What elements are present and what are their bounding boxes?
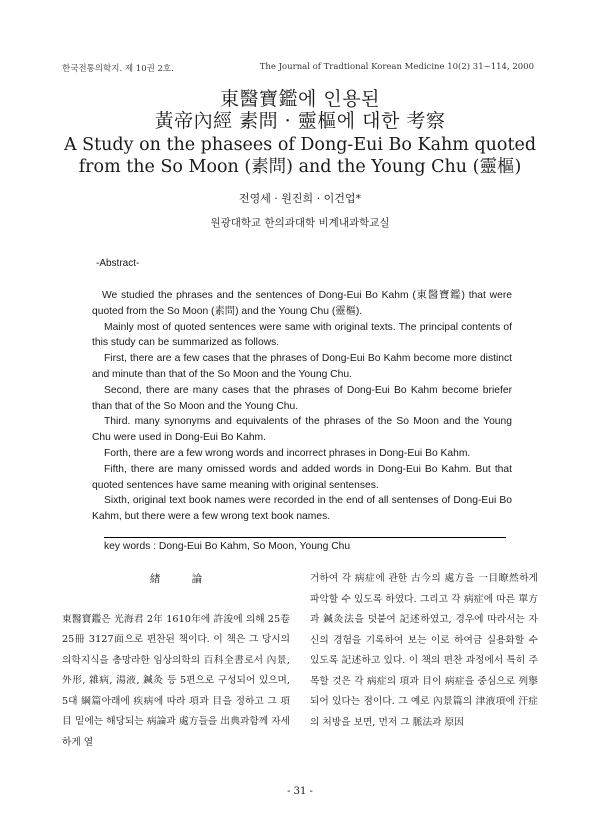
abstract-paragraph: Sixth, original text book names were recorded in the end of all sentenses of Dong-Eui Bo Kahm, but there were a few wrong text book names. xyxy=(92,495,512,523)
keywords: key words : Dong-Eui Bo Kahm, So Moon, Young Chu xyxy=(104,541,351,552)
abstract-paragraph: Fifth, there are many omissed words and added words in Dong-Eui Bo Kahm. But that quoted sentences have same meaning with original sentenses. xyxy=(92,463,512,491)
running-header-left: 한국전통의학지. 제 10권 2호. xyxy=(62,64,174,74)
title-block xyxy=(0,88,600,178)
body-text-left: 東醫寶鑑은 光海君 2年 1610年에 許浚에 의해 25卷 25冊 3127面으로 편찬된 책이다. 이 책은 그 당시의 의학지식을 총망라한 임상의학의 百科全書로서 內景, 外形, 雜病, 湯液, 鍼灸 등 5편으로 구성되어 있으며, 5대 綱篇아래에 疾病에 따라 項과 目을 정하고 그 項目 밑에는 해당되는 病論과 處方들을 出典과함께 자세하게 열 xyxy=(62,613,290,748)
abstract-paragraph: Second, there are many cases that the phrases of Dong-Eui Bo Kahm become briefer than that of the So Moon and the Young Chu. xyxy=(92,384,512,412)
running-header-right: The Journal of Tradtional Korean Medicine 10(2) 31~114, 2000 xyxy=(259,62,534,72)
body-column-right xyxy=(310,569,538,733)
abstract-paragraph: Forth, there are a few wrong words and incorrect phrases in Dong-Eui Bo Kahm. xyxy=(104,447,471,459)
section-heading: 緖 論 xyxy=(149,573,217,585)
abstract-label: -Abstract- xyxy=(96,258,140,269)
title-english-line-2: from the So Moon (素問) and the Young Chu (靈樞) xyxy=(78,157,522,177)
abstract-body xyxy=(92,288,512,525)
abstract-paragraph: First, there are a few cases that the phrases of Dong-Eui Bo Kahm become more distinct and minute than that of the So Moon and the Young Chu. xyxy=(92,353,512,380)
authors: 전영세 · 원진희 · 이건업* xyxy=(238,192,362,205)
abstract-paragraph: We studied the phrases and the sentences of Dong-Eui Bo Kahm (東醫寶鑑) that were quoted from the So Moon (素問) and the Young Chu (靈樞). xyxy=(92,290,512,317)
body-column-left xyxy=(62,569,290,753)
body-text-right: 거하여 각 病症에 관한 古今의 處方을 一目瞭然하게 파악할 수 있도록 하였다. 그리고 각 病症에 따른 單方과 鍼灸法을 덧붙여 記述하였고, 경우에 따라서는 자신의 경험을 기록하여 보는 이로 하여금 실용화할 수 있도록 記述하고 있다. 이 책의 편찬 과정에서 특히 주목할 것은 각 病症의 項과 目이 病症을 중심으로 列擧되어 있다는 점이다. 그 예로 內景篇의 津液項에 汗症의 처방을 보면, 먼저 그 脈法과 原因 xyxy=(310,573,538,728)
title-english-line-1: A Study on the phasees of Dong-Eui Bo Kahm quoted xyxy=(63,135,537,155)
keywords-divider xyxy=(104,537,506,538)
title-korean-line-2: 黃帝內經 素問 · 靈樞에 대한 考察 xyxy=(154,110,446,132)
affiliation: 원광대학교 한의과대학 비계내과학교실 xyxy=(210,217,390,229)
abstract-paragraph: Mainly most of quoted sentences were same with original texts. The principal contents of this study can be summarized as follows. xyxy=(92,321,512,349)
page-number: - 31 - xyxy=(287,786,313,797)
abstract-paragraph: Third. many synonyms and equivalents of the phrases of the So Moon and the Young Chu were used in Dong-Eui Bo Kahm. xyxy=(92,416,512,444)
title-korean-line-1: 東醫寶鑑에 인용된 xyxy=(220,88,380,110)
